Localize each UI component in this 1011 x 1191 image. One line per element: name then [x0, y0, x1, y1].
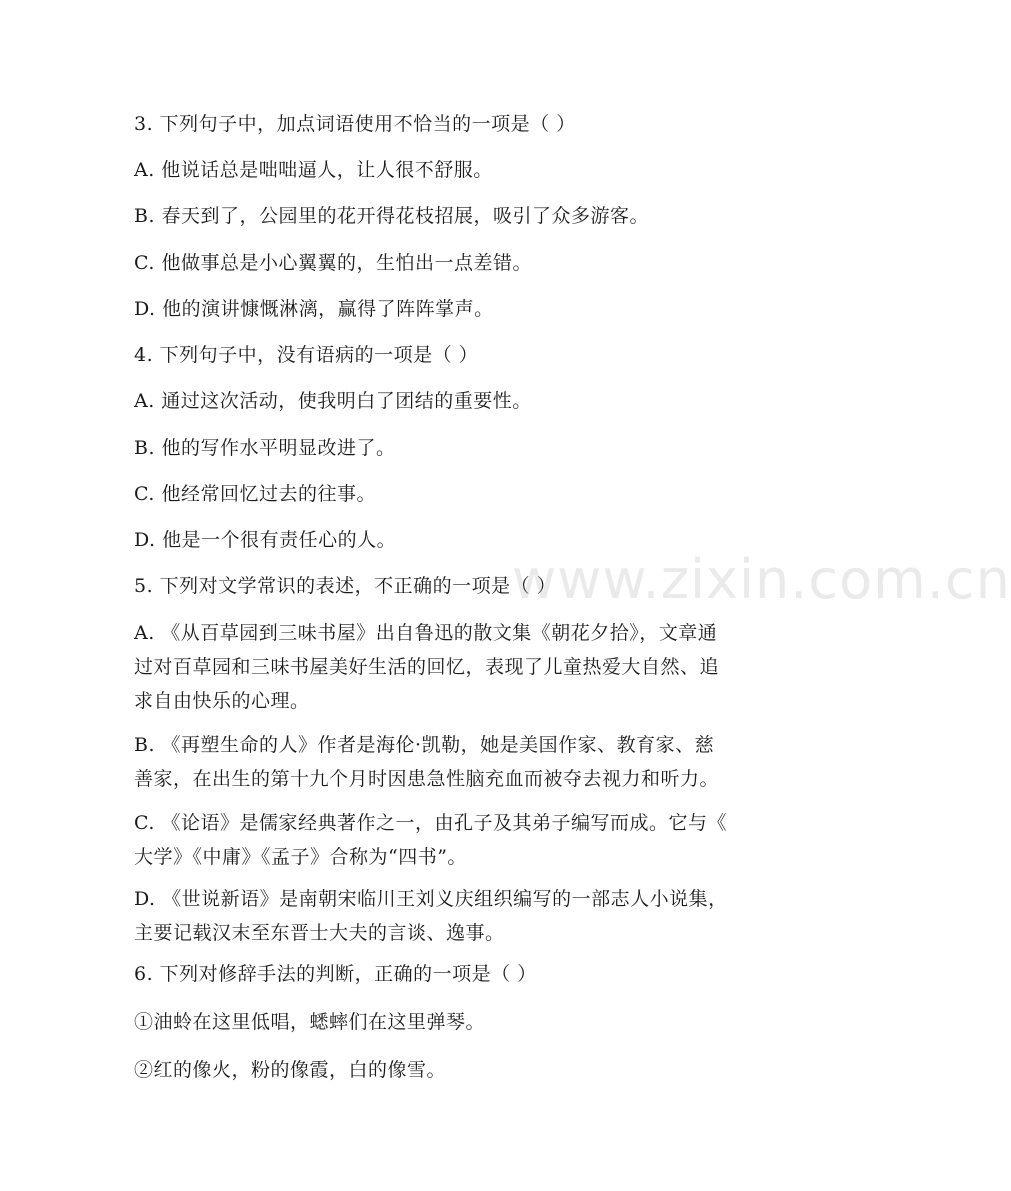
question-3-stem: 3. 下列句子中，加点词语使用不恰当的一项是（ ）: [134, 113, 576, 135]
question-5-option-d: [134, 882, 794, 950]
question-5-option-d-line-2: 主要记载汉末至东晋士大夫的言谈、逸事。: [134, 922, 505, 944]
question-5-option-a: [134, 616, 794, 718]
question-5-option-a-line-1: A. 《从百草园到三味书屋》出自鲁迅的散文集《朝花夕拾》，文章通: [134, 622, 718, 644]
question-6-stem: 6. 下列对修辞手法的判断，正确的一项是（ ）: [134, 963, 537, 985]
question-5-option-d-line-1: D. 《世说新语》是南朝宋临川王刘义庆组织编写的一部志人小说集，: [134, 888, 728, 910]
question-6-item-1: ①油蛉在这里低唱，蟋蟀们在这里弹琴。: [134, 1011, 486, 1033]
question-3-option-d: D. 他的演讲慷慨淋漓，赢得了阵阵掌声。: [134, 298, 494, 320]
question-6-item-2: ②红的像火，粉的像霞，白的像雪。: [134, 1059, 447, 1081]
question-5-option-b: [134, 728, 794, 796]
question-5-option-a-line-3: 求自由快乐的心理。: [134, 690, 310, 712]
question-3-option-a: A. 他说话总是咄咄逼人，让人很不舒服。: [134, 159, 493, 181]
question-5-option-c: [134, 806, 794, 874]
question-5-option-c-line-1: C. 《论语》是儒家经典著作之一，由孔子及其弟子编写而成。它与《: [134, 812, 727, 834]
question-4-option-d: D. 他是一个很有责任心的人。: [134, 529, 397, 551]
question-3-option-c: C. 他做事总是小心翼翼的，生怕出一点差错。: [134, 252, 532, 274]
question-3-option-b: B. 春天到了，公园里的花开得花枝招展，吸引了众多游客。: [134, 205, 650, 227]
question-5-option-c-line-2: 大学》《中庸》《孟子》合称为“四书”。: [134, 846, 467, 868]
watermark-text: www.zixin.com.cn: [512, 548, 1011, 611]
question-4-stem: 4. 下列句子中，没有语病的一项是（ ）: [134, 344, 479, 366]
question-4-option-b: B. 他的写作水平明显改进了。: [134, 437, 396, 459]
question-4-option-a: A. 通过这次活动，使我明白了团结的重要性。: [134, 390, 532, 412]
question-5-option-a-line-2: 过对百草园和三味书屋美好生活的回忆，表现了儿童热爱大自然、追: [134, 656, 720, 678]
question-5-option-b-line-2: 善家，在出生的第十九个月时因患急性脑充血而被夺去视力和听力。: [134, 768, 720, 790]
question-5-option-b-line-1: B. 《再塑生命的人》作者是海伦·凯勒，她是美国作家、教育家、慈: [134, 734, 715, 756]
question-5-stem: 5. 下列对文学常识的表述，不正确的一项是（ ）: [134, 575, 557, 597]
question-4-option-c: C. 他经常回忆过去的往事。: [134, 483, 376, 505]
